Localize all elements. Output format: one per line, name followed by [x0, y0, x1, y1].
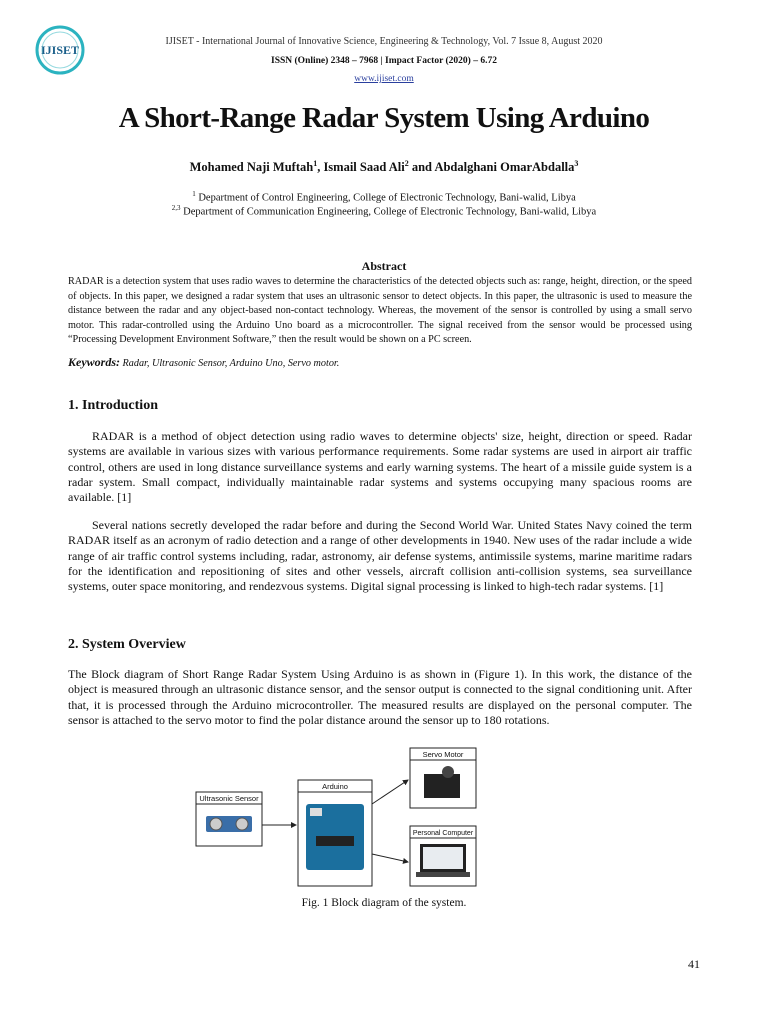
- servo-motor-image: [424, 774, 460, 798]
- author-sup: 2: [404, 159, 409, 168]
- author-sup: 1: [313, 159, 318, 168]
- journal-logo: [34, 24, 86, 76]
- keywords-text: Radar, Ultrasonic Sensor, Arduino Uno, Servo motor.: [120, 358, 340, 369]
- personal-computer-block: [410, 826, 476, 886]
- block-diagram: [192, 744, 492, 890]
- affiliation-text: Department of Control Engineering, College of Electronic Technology, Bani-walid, Libya: [195, 192, 576, 204]
- paragraph: The Block diagram of Short Range Radar System Using Arduino is as shown in (Figure 1). In this work, the distance of the object is measured through an ultrasonic distance sensor, and the sensor output is connected to the signal conditioning unit. After that, it is processed through the Arduino microcontroller. The measured results are displayed on the personal computer. The sensor is attached to the servo motor to find the polar distance around the sensor up to 180 rotations.: [68, 667, 692, 727]
- author-name: Abdalghani OmarAbdalla: [434, 160, 575, 175]
- arduino-label: Arduino: [322, 782, 348, 791]
- paragraph: Several nations secretly developed the radar before and during the Second World War. United States Navy coined the term RADAR itself as an acronym of radio detection and a range of other developments in 1940. New uses of the radar include a wide range of air traffic control systems including, radar, astronomy, air defense systems, antimissile systems, marine maritime radars for the identification and repositioning of sites and other vessels, aircraft collision anti-collision systems, sea surveillance systems, outer space monitoring, and rendezvous systems. Digital signal processing is linked to high-tech radar systems. [1]: [68, 518, 692, 594]
- website-link[interactable]: www.ijiset.com: [354, 74, 414, 84]
- paragraph: RADAR is a method of object detection using radio waves to determine objects' size, height, direction or speed. Radar systems are available in various sizes with various performance requirements. Some radar systems are used in airport air traffic control, others are used in long distance surveillance systems and early warning systems. The heart of a missile guide system is a radar system. Small compact, individually maintainable radar systems and systems occupying many spacious rooms are available. [1]: [68, 429, 692, 505]
- logo-text: IJISET: [40, 43, 80, 57]
- affiliation-sup: 1: [192, 190, 196, 198]
- arrow-arduino-to-pc: [372, 854, 408, 862]
- ultrasonic-sensor-block: [196, 792, 262, 846]
- section-heading-system-overview: 2. System Overview: [68, 637, 186, 652]
- author-name: Ismail Saad Ali: [323, 160, 405, 175]
- author-name: Mohamed Naji Muftah: [189, 160, 314, 175]
- affiliation-text: Department of Communication Engineering, College of Electronic Technology, Bani-walid, Libya: [180, 206, 597, 218]
- keywords-label: Keywords:: [68, 355, 120, 369]
- affiliation-2: [0, 204, 768, 218]
- paper-title: A Short-Range Radar System Using Arduino: [118, 102, 650, 134]
- pc-label: Personal Computer: [412, 830, 474, 837]
- journal-line: IJISET - International Journal of Innovative Science, Engineering & Technology, Vol. 7 Issue 8, August 2020: [165, 36, 603, 47]
- abstract-heading: Abstract: [361, 259, 407, 273]
- author-separator: ,: [317, 160, 324, 175]
- page-number: 41: [688, 957, 700, 971]
- figure-caption: Fig. 1 Block diagram of the system.: [301, 897, 467, 909]
- section-heading-introduction: 1. Introduction: [68, 398, 158, 413]
- servo-label: Servo Motor: [422, 750, 464, 759]
- abstract-text: RADAR is a detection system that uses radio waves to determine the characteristics of the detected objects such as: range, height, direction, or the speed of objects. In this paper, we designed a radar system that uses an ultrasonic sensor to detect objects. In this paper, the ultrasonic is used to measure the distance between the radar and any object-based non-contact technology. Whereas, the movement of the sensor is controlled by using a small servo motor. This radar-controlled using the Arduino Uno board as a microcontroller. The signal received from the sensor would be processed using “Processing Development Environment Software,” then the result would be shown on a PC screen.: [68, 276, 692, 346]
- arrow-arduino-to-servo: [372, 780, 408, 804]
- ultrasonic-label: Ultrasonic Sensor: [199, 794, 259, 803]
- author-line: [0, 159, 768, 175]
- affiliation-sup: 2,3: [171, 204, 181, 212]
- servo-motor-block: [410, 748, 476, 808]
- keywords-line: [68, 355, 692, 370]
- affiliation-1: [0, 190, 768, 204]
- arduino-block: [298, 780, 372, 886]
- author-separator: and: [408, 160, 435, 175]
- issn-line: ISSN (Online) 2348 – 7968 | Impact Factor (2020) – 6.72: [271, 56, 497, 66]
- author-sup: 3: [574, 159, 579, 168]
